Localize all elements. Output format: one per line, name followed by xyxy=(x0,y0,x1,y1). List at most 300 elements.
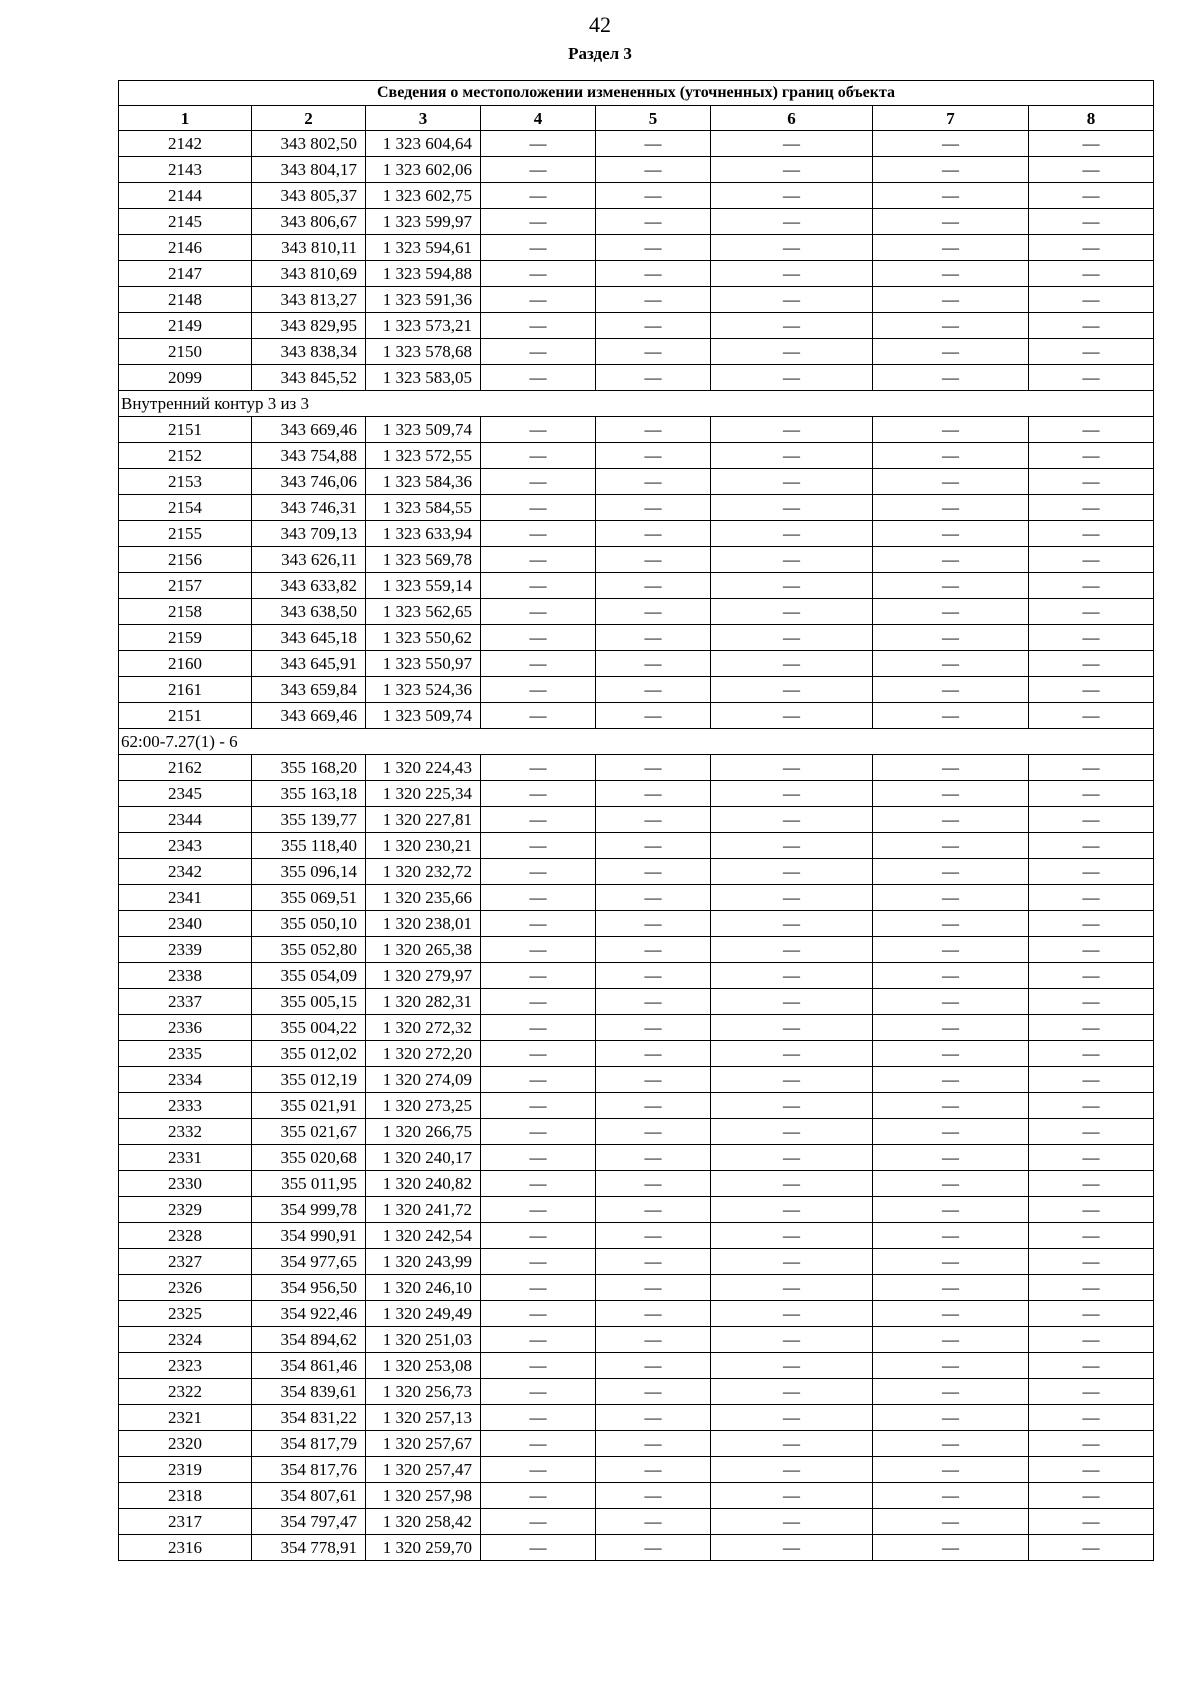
empty-mark-cell: — xyxy=(596,1119,711,1145)
empty-mark-cell: — xyxy=(596,651,711,677)
table-row xyxy=(119,885,1154,911)
point-id-cell: 2341 xyxy=(119,885,252,911)
point-id-cell: 2334 xyxy=(119,1067,252,1093)
x-coordinate-cell: 355 096,14 xyxy=(252,859,366,885)
empty-mark-cell: — xyxy=(481,157,596,183)
empty-mark-cell: — xyxy=(1029,1067,1154,1093)
table-row xyxy=(119,1145,1154,1171)
empty-mark-cell: — xyxy=(873,1379,1029,1405)
x-coordinate-cell: 343 813,27 xyxy=(252,287,366,313)
empty-mark-cell: — xyxy=(1029,209,1154,235)
y-coordinate-cell: 1 320 257,98 xyxy=(366,1483,481,1509)
empty-mark-cell: — xyxy=(1029,625,1154,651)
y-coordinate-cell: 1 323 509,74 xyxy=(366,703,481,729)
empty-mark-cell: — xyxy=(596,365,711,391)
table-row xyxy=(119,131,1154,157)
x-coordinate-cell: 343 805,37 xyxy=(252,183,366,209)
x-coordinate-cell: 343 669,46 xyxy=(252,703,366,729)
empty-mark-cell: — xyxy=(711,781,873,807)
empty-mark-cell: — xyxy=(481,755,596,781)
empty-mark-cell: — xyxy=(1029,1535,1154,1561)
empty-mark-cell: — xyxy=(1029,807,1154,833)
x-coordinate-cell: 355 021,91 xyxy=(252,1093,366,1119)
point-id-cell: 2339 xyxy=(119,937,252,963)
column-header: 4 xyxy=(481,106,596,131)
x-coordinate-cell: 355 012,19 xyxy=(252,1067,366,1093)
x-coordinate-cell: 354 797,47 xyxy=(252,1509,366,1535)
empty-mark-cell: — xyxy=(711,833,873,859)
point-id-cell: 2147 xyxy=(119,261,252,287)
y-coordinate-cell: 1 320 273,25 xyxy=(366,1093,481,1119)
point-id-cell: 2143 xyxy=(119,157,252,183)
empty-mark-cell: — xyxy=(596,1223,711,1249)
empty-mark-cell: — xyxy=(481,183,596,209)
empty-mark-cell: — xyxy=(596,1275,711,1301)
empty-mark-cell: — xyxy=(481,963,596,989)
x-coordinate-cell: 354 778,91 xyxy=(252,1535,366,1561)
x-coordinate-cell: 343 845,52 xyxy=(252,365,366,391)
table-row xyxy=(119,1483,1154,1509)
empty-mark-cell: — xyxy=(873,1431,1029,1457)
y-coordinate-cell: 1 320 243,99 xyxy=(366,1249,481,1275)
point-id-cell: 2331 xyxy=(119,1145,252,1171)
y-coordinate-cell: 1 320 246,10 xyxy=(366,1275,481,1301)
x-coordinate-cell: 355 139,77 xyxy=(252,807,366,833)
empty-mark-cell: — xyxy=(481,287,596,313)
empty-mark-cell: — xyxy=(1029,1509,1154,1535)
point-id-cell: 2337 xyxy=(119,989,252,1015)
point-id-cell: 2145 xyxy=(119,209,252,235)
empty-mark-cell: — xyxy=(873,1535,1029,1561)
y-coordinate-cell: 1 323 550,97 xyxy=(366,651,481,677)
y-coordinate-cell: 1 320 253,08 xyxy=(366,1353,481,1379)
empty-mark-cell: — xyxy=(596,1431,711,1457)
y-coordinate-cell: 1 323 604,64 xyxy=(366,131,481,157)
page-number: 42 xyxy=(589,12,611,37)
x-coordinate-cell: 343 626,11 xyxy=(252,547,366,573)
empty-mark-cell: — xyxy=(873,625,1029,651)
y-coordinate-cell: 1 320 265,38 xyxy=(366,937,481,963)
x-coordinate-cell: 343 709,13 xyxy=(252,521,366,547)
empty-mark-cell: — xyxy=(873,1223,1029,1249)
x-coordinate-cell: 354 922,46 xyxy=(252,1301,366,1327)
empty-mark-cell: — xyxy=(481,781,596,807)
empty-mark-cell: — xyxy=(711,1171,873,1197)
x-coordinate-cell: 355 012,02 xyxy=(252,1041,366,1067)
table-row xyxy=(119,547,1154,573)
empty-mark-cell: — xyxy=(711,1275,873,1301)
point-id-cell: 2162 xyxy=(119,755,252,781)
empty-mark-cell: — xyxy=(596,599,711,625)
y-coordinate-cell: 1 323 594,61 xyxy=(366,235,481,261)
table-body xyxy=(119,131,1154,1561)
x-coordinate-cell: 343 669,46 xyxy=(252,417,366,443)
point-id-cell: 2161 xyxy=(119,677,252,703)
empty-mark-cell: — xyxy=(873,937,1029,963)
empty-mark-cell: — xyxy=(596,1093,711,1119)
y-coordinate-cell: 1 320 240,82 xyxy=(366,1171,481,1197)
empty-mark-cell: — xyxy=(711,365,873,391)
table-row xyxy=(119,1275,1154,1301)
empty-mark-cell: — xyxy=(596,1483,711,1509)
x-coordinate-cell: 355 052,80 xyxy=(252,937,366,963)
column-header: 6 xyxy=(711,106,873,131)
y-coordinate-cell: 1 320 272,20 xyxy=(366,1041,481,1067)
empty-mark-cell: — xyxy=(873,1405,1029,1431)
y-coordinate-cell: 1 323 584,36 xyxy=(366,469,481,495)
table-row xyxy=(119,573,1154,599)
empty-mark-cell: — xyxy=(711,1483,873,1509)
x-coordinate-cell: 354 839,61 xyxy=(252,1379,366,1405)
empty-mark-cell: — xyxy=(873,1197,1029,1223)
empty-mark-cell: — xyxy=(711,677,873,703)
empty-mark-cell: — xyxy=(481,1041,596,1067)
empty-mark-cell: — xyxy=(596,859,711,885)
y-coordinate-cell: 1 323 509,74 xyxy=(366,417,481,443)
y-coordinate-cell: 1 320 258,42 xyxy=(366,1509,481,1535)
point-id-cell: 2326 xyxy=(119,1275,252,1301)
empty-mark-cell: — xyxy=(481,1171,596,1197)
empty-mark-cell: — xyxy=(1029,833,1154,859)
y-coordinate-cell: 1 323 559,14 xyxy=(366,573,481,599)
empty-mark-cell: — xyxy=(481,859,596,885)
x-coordinate-cell: 355 020,68 xyxy=(252,1145,366,1171)
y-coordinate-cell: 1 323 591,36 xyxy=(366,287,481,313)
empty-mark-cell: — xyxy=(1029,1301,1154,1327)
table-row xyxy=(119,1509,1154,1535)
empty-mark-cell: — xyxy=(873,1015,1029,1041)
empty-mark-cell: — xyxy=(873,339,1029,365)
empty-mark-cell: — xyxy=(481,547,596,573)
empty-mark-cell: — xyxy=(873,573,1029,599)
x-coordinate-cell: 354 831,22 xyxy=(252,1405,366,1431)
y-coordinate-cell: 1 323 572,55 xyxy=(366,443,481,469)
table-row xyxy=(119,1353,1154,1379)
empty-mark-cell: — xyxy=(1029,1327,1154,1353)
empty-mark-cell: — xyxy=(596,1301,711,1327)
table-row xyxy=(119,495,1154,521)
empty-mark-cell: — xyxy=(481,807,596,833)
empty-mark-cell: — xyxy=(711,235,873,261)
empty-mark-cell: — xyxy=(1029,963,1154,989)
empty-mark-cell: — xyxy=(1029,1119,1154,1145)
point-id-cell: 2319 xyxy=(119,1457,252,1483)
empty-mark-cell: — xyxy=(711,755,873,781)
empty-mark-cell: — xyxy=(481,989,596,1015)
y-coordinate-cell: 1 320 224,43 xyxy=(366,755,481,781)
y-coordinate-cell: 1 320 241,72 xyxy=(366,1197,481,1223)
empty-mark-cell: — xyxy=(1029,937,1154,963)
empty-mark-cell: — xyxy=(1029,677,1154,703)
y-coordinate-cell: 1 323 602,75 xyxy=(366,183,481,209)
empty-mark-cell: — xyxy=(711,1379,873,1405)
y-coordinate-cell: 1 320 257,13 xyxy=(366,1405,481,1431)
table-row xyxy=(119,1197,1154,1223)
empty-mark-cell: — xyxy=(596,183,711,209)
x-coordinate-cell: 354 894,62 xyxy=(252,1327,366,1353)
empty-mark-cell: — xyxy=(873,1119,1029,1145)
empty-mark-cell: — xyxy=(711,443,873,469)
empty-mark-cell: — xyxy=(873,1249,1029,1275)
empty-mark-cell: — xyxy=(481,677,596,703)
x-coordinate-cell: 343 806,67 xyxy=(252,209,366,235)
empty-mark-cell: — xyxy=(873,1301,1029,1327)
table-row xyxy=(119,261,1154,287)
table-row xyxy=(119,937,1154,963)
empty-mark-cell: — xyxy=(1029,1431,1154,1457)
empty-mark-cell: — xyxy=(481,1431,596,1457)
empty-mark-cell: — xyxy=(1029,599,1154,625)
table-row xyxy=(119,521,1154,547)
empty-mark-cell: — xyxy=(711,521,873,547)
empty-mark-cell: — xyxy=(1029,261,1154,287)
empty-mark-cell: — xyxy=(711,261,873,287)
x-coordinate-cell: 354 817,79 xyxy=(252,1431,366,1457)
y-coordinate-cell: 1 320 249,49 xyxy=(366,1301,481,1327)
empty-mark-cell: — xyxy=(873,989,1029,1015)
column-header: 5 xyxy=(596,106,711,131)
table-row xyxy=(119,443,1154,469)
x-coordinate-cell: 343 810,11 xyxy=(252,235,366,261)
empty-mark-cell: — xyxy=(596,885,711,911)
empty-mark-cell: — xyxy=(711,1301,873,1327)
empty-mark-cell: — xyxy=(1029,183,1154,209)
y-coordinate-cell: 1 320 235,66 xyxy=(366,885,481,911)
empty-mark-cell: — xyxy=(1029,235,1154,261)
point-id-cell: 2148 xyxy=(119,287,252,313)
x-coordinate-cell: 354 999,78 xyxy=(252,1197,366,1223)
empty-mark-cell: — xyxy=(481,1197,596,1223)
empty-mark-cell: — xyxy=(873,261,1029,287)
column-header: 8 xyxy=(1029,106,1154,131)
table-row xyxy=(119,313,1154,339)
empty-mark-cell: — xyxy=(596,1353,711,1379)
x-coordinate-cell: 343 829,95 xyxy=(252,313,366,339)
empty-mark-cell: — xyxy=(873,521,1029,547)
empty-mark-cell: — xyxy=(481,651,596,677)
y-coordinate-cell: 1 323 583,05 xyxy=(366,365,481,391)
point-id-cell: 2336 xyxy=(119,1015,252,1041)
table-row xyxy=(119,339,1154,365)
point-id-cell: 2149 xyxy=(119,313,252,339)
empty-mark-cell: — xyxy=(1029,365,1154,391)
y-coordinate-cell: 1 323 633,94 xyxy=(366,521,481,547)
table-row xyxy=(119,235,1154,261)
empty-mark-cell: — xyxy=(711,547,873,573)
x-coordinate-cell: 343 633,82 xyxy=(252,573,366,599)
empty-mark-cell: — xyxy=(873,1041,1029,1067)
empty-mark-cell: — xyxy=(481,911,596,937)
y-coordinate-cell: 1 320 238,01 xyxy=(366,911,481,937)
empty-mark-cell: — xyxy=(1029,1171,1154,1197)
table-row xyxy=(119,183,1154,209)
empty-mark-cell: — xyxy=(873,781,1029,807)
empty-mark-cell: — xyxy=(873,1509,1029,1535)
table-row xyxy=(119,963,1154,989)
point-id-cell: 2338 xyxy=(119,963,252,989)
empty-mark-cell: — xyxy=(711,1197,873,1223)
empty-mark-cell: — xyxy=(711,131,873,157)
empty-mark-cell: — xyxy=(873,209,1029,235)
empty-mark-cell: — xyxy=(596,1171,711,1197)
empty-mark-cell: — xyxy=(1029,573,1154,599)
empty-mark-cell: — xyxy=(481,469,596,495)
empty-mark-cell: — xyxy=(711,157,873,183)
y-coordinate-cell: 1 320 259,70 xyxy=(366,1535,481,1561)
x-coordinate-cell: 343 645,91 xyxy=(252,651,366,677)
point-id-cell: 2142 xyxy=(119,131,252,157)
empty-mark-cell: — xyxy=(711,1457,873,1483)
y-coordinate-cell: 1 323 524,36 xyxy=(366,677,481,703)
table-row xyxy=(119,625,1154,651)
empty-mark-cell: — xyxy=(596,677,711,703)
empty-mark-cell: — xyxy=(481,261,596,287)
x-coordinate-cell: 354 817,76 xyxy=(252,1457,366,1483)
contour-group-label: 62:00-7.27(1) - 6 xyxy=(119,729,1154,755)
empty-mark-cell: — xyxy=(481,1223,596,1249)
empty-mark-cell: — xyxy=(1029,755,1154,781)
table-row xyxy=(119,1405,1154,1431)
point-id-cell: 2322 xyxy=(119,1379,252,1405)
empty-mark-cell: — xyxy=(873,1327,1029,1353)
x-coordinate-cell: 343 659,84 xyxy=(252,677,366,703)
empty-mark-cell: — xyxy=(596,1041,711,1067)
empty-mark-cell: — xyxy=(1029,495,1154,521)
empty-mark-cell: — xyxy=(873,885,1029,911)
empty-mark-cell: — xyxy=(711,339,873,365)
empty-mark-cell: — xyxy=(711,495,873,521)
empty-mark-cell: — xyxy=(596,1405,711,1431)
empty-mark-cell: — xyxy=(1029,287,1154,313)
empty-mark-cell: — xyxy=(873,287,1029,313)
empty-mark-cell: — xyxy=(711,469,873,495)
table-row xyxy=(119,1327,1154,1353)
x-coordinate-cell: 355 004,22 xyxy=(252,1015,366,1041)
y-coordinate-cell: 1 320 279,97 xyxy=(366,963,481,989)
table-caption: Сведения о местоположении измененных (уточненных) границ объекта xyxy=(119,81,1154,106)
y-coordinate-cell: 1 320 225,34 xyxy=(366,781,481,807)
y-coordinate-cell: 1 320 242,54 xyxy=(366,1223,481,1249)
table-row xyxy=(119,157,1154,183)
empty-mark-cell: — xyxy=(711,287,873,313)
empty-mark-cell: — xyxy=(1029,1457,1154,1483)
table-row xyxy=(119,807,1154,833)
empty-mark-cell: — xyxy=(1029,651,1154,677)
empty-mark-cell: — xyxy=(873,677,1029,703)
point-id-cell: 2344 xyxy=(119,807,252,833)
empty-mark-cell: — xyxy=(711,1041,873,1067)
empty-mark-cell: — xyxy=(1029,521,1154,547)
y-coordinate-cell: 1 320 251,03 xyxy=(366,1327,481,1353)
x-coordinate-cell: 355 021,67 xyxy=(252,1119,366,1145)
x-coordinate-cell: 343 810,69 xyxy=(252,261,366,287)
empty-mark-cell: — xyxy=(711,1353,873,1379)
empty-mark-cell: — xyxy=(1029,1197,1154,1223)
x-coordinate-cell: 343 746,06 xyxy=(252,469,366,495)
table-row xyxy=(119,469,1154,495)
empty-mark-cell: — xyxy=(873,1353,1029,1379)
y-coordinate-cell: 1 320 227,81 xyxy=(366,807,481,833)
point-id-cell: 2144 xyxy=(119,183,252,209)
empty-mark-cell: — xyxy=(711,911,873,937)
empty-mark-cell: — xyxy=(1029,1405,1154,1431)
empty-mark-cell: — xyxy=(1029,1379,1154,1405)
empty-mark-cell: — xyxy=(481,495,596,521)
empty-mark-cell: — xyxy=(1029,313,1154,339)
table-row xyxy=(119,703,1154,729)
empty-mark-cell: — xyxy=(596,235,711,261)
empty-mark-cell: — xyxy=(711,651,873,677)
empty-mark-cell: — xyxy=(481,1353,596,1379)
table-row xyxy=(119,859,1154,885)
empty-mark-cell: — xyxy=(596,1535,711,1561)
empty-mark-cell: — xyxy=(711,1067,873,1093)
empty-mark-cell: — xyxy=(596,157,711,183)
empty-mark-cell: — xyxy=(596,1015,711,1041)
table-row xyxy=(119,417,1154,443)
empty-mark-cell: — xyxy=(596,781,711,807)
empty-mark-cell: — xyxy=(873,469,1029,495)
point-id-cell: 2330 xyxy=(119,1171,252,1197)
empty-mark-cell: — xyxy=(711,1223,873,1249)
table-row xyxy=(119,677,1154,703)
boundary-coordinates-table xyxy=(118,80,1154,1561)
point-id-cell: 2342 xyxy=(119,859,252,885)
point-id-cell: 2158 xyxy=(119,599,252,625)
table-row xyxy=(119,989,1154,1015)
empty-mark-cell: — xyxy=(873,131,1029,157)
y-coordinate-cell: 1 320 266,75 xyxy=(366,1119,481,1145)
empty-mark-cell: — xyxy=(481,1015,596,1041)
empty-mark-cell: — xyxy=(873,443,1029,469)
empty-mark-cell: — xyxy=(1029,703,1154,729)
empty-mark-cell: — xyxy=(1029,885,1154,911)
empty-mark-cell: — xyxy=(596,1197,711,1223)
point-id-cell: 2155 xyxy=(119,521,252,547)
empty-mark-cell: — xyxy=(481,235,596,261)
empty-mark-cell: — xyxy=(1029,443,1154,469)
empty-mark-cell: — xyxy=(596,209,711,235)
empty-mark-cell: — xyxy=(481,885,596,911)
empty-mark-cell: — xyxy=(711,807,873,833)
empty-mark-cell: — xyxy=(481,703,596,729)
column-header-row xyxy=(119,106,1154,131)
point-id-cell: 2157 xyxy=(119,573,252,599)
empty-mark-cell: — xyxy=(711,599,873,625)
y-coordinate-cell: 1 320 256,73 xyxy=(366,1379,481,1405)
table-row xyxy=(119,1457,1154,1483)
table-row xyxy=(119,1067,1154,1093)
contour-group-row xyxy=(119,729,1154,755)
table-row xyxy=(119,1249,1154,1275)
point-id-cell: 2156 xyxy=(119,547,252,573)
empty-mark-cell: — xyxy=(596,937,711,963)
table-row xyxy=(119,365,1154,391)
empty-mark-cell: — xyxy=(873,1093,1029,1119)
point-id-cell: 2325 xyxy=(119,1301,252,1327)
empty-mark-cell: — xyxy=(1029,157,1154,183)
empty-mark-cell: — xyxy=(873,547,1029,573)
empty-mark-cell: — xyxy=(711,209,873,235)
y-coordinate-cell: 1 323 550,62 xyxy=(366,625,481,651)
empty-mark-cell: — xyxy=(873,495,1029,521)
table-row xyxy=(119,755,1154,781)
x-coordinate-cell: 354 861,46 xyxy=(252,1353,366,1379)
table-row xyxy=(119,1535,1154,1561)
empty-mark-cell: — xyxy=(481,417,596,443)
point-id-cell: 2345 xyxy=(119,781,252,807)
empty-mark-cell: — xyxy=(1029,1275,1154,1301)
